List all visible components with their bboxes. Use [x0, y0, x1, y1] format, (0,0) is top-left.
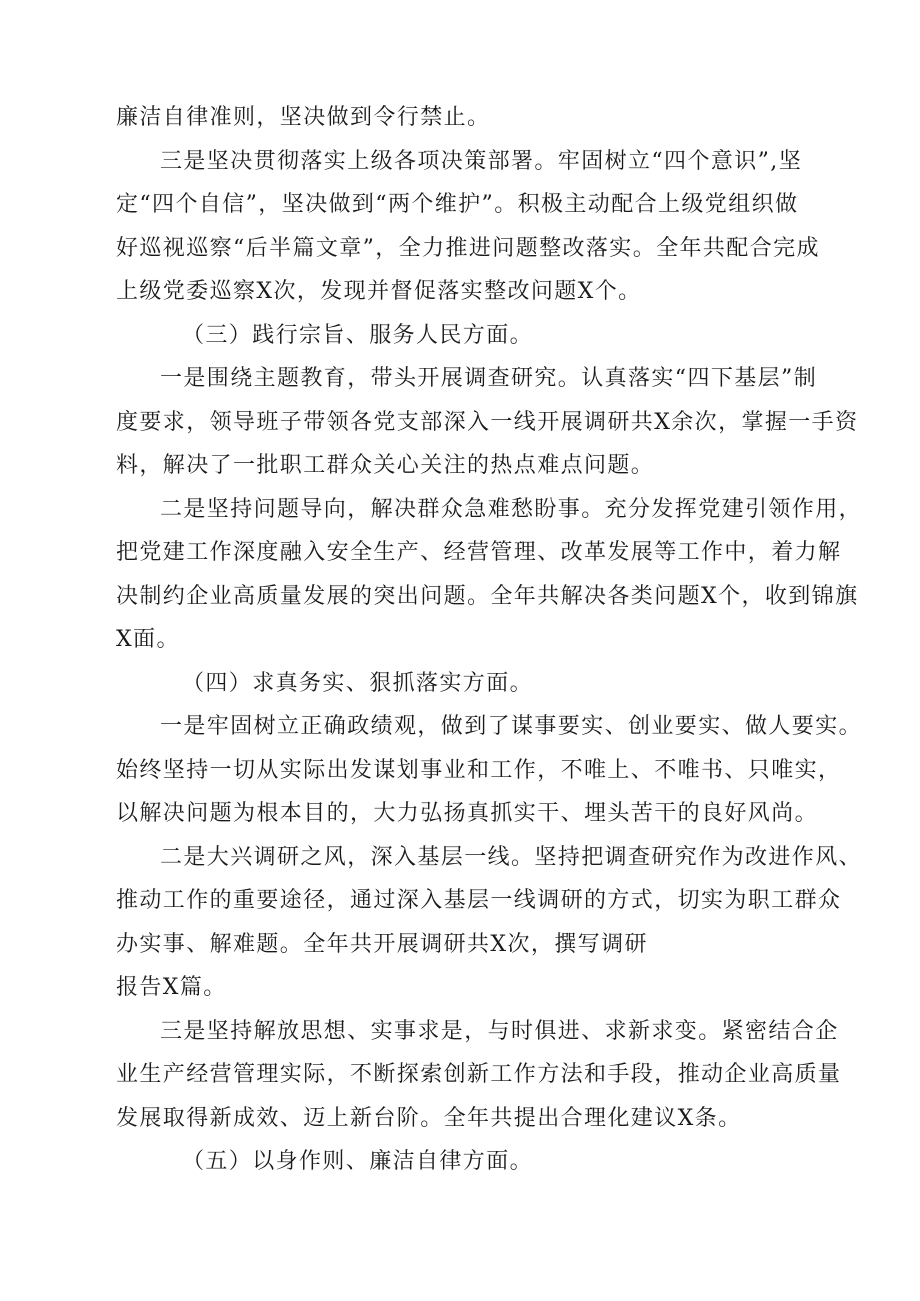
text-line: 二是坚持问题导向，解决群众急难愁盼事。充分发挥党建引领作用， [160, 497, 863, 522]
text-line: 业生产经营管理实际，不断探索创新工作方法和手段，推动企业高质量 [116, 1062, 842, 1087]
text-line: 廉洁自律准则，坚决做到令行禁止。 [116, 105, 491, 130]
text-line: 一是围绕主题教育，带头开展调查研究。认真落实“四下基层”制 [160, 366, 818, 391]
text-line: 三是坚决贯彻落实上级各项决策部署。牢固树立“四个意识”,坚 [160, 149, 803, 174]
text-line: 一是牢固树立正确政绩观，做到了谋事要实、创业要实、做人要实。 [160, 714, 863, 739]
text-line: 办实事、解难题。全年共开展调研共X次，撰写调研 [116, 932, 648, 957]
text-line: X面。 [116, 627, 180, 652]
text-line: 以解决问题为根本目的，大力弘扬真抓实干、埋头苦干的良好风尚。 [116, 801, 819, 826]
text-line: 二是大兴调研之风，深入基层一线。坚持把调查研究作为改进作风、 [160, 845, 863, 870]
text-line: 上级党委巡察X次，发现并督促落实整改问题X个。 [116, 279, 642, 304]
text-line: 决制约企业高质量发展的突出问题。全年共解决各类问题X个，收到锦旗 [116, 584, 859, 609]
section-heading: （四）求真务实、狠抓落实方面。 [182, 671, 534, 696]
text-line: 发展取得新成效、迈上新台阶。全年共提出合理化建议X条。 [116, 1106, 742, 1131]
text-line: 把党建工作深度融入安全生产、经营管理、改革发展等工作中，着力解 [116, 540, 842, 565]
text-line: 三是坚持解放思想、实事求是，与时俱进、求新求变。紧密结合企 [160, 1019, 839, 1044]
text-line: 始终坚持一切从实际出发谋划事业和工作，不唯上、不唯书、只唯实， [116, 758, 842, 783]
text-line: 好巡视巡察“后半篇文章”，全力推进问题整改落实。全年共配合完成 [116, 236, 820, 261]
text-line: 料，解决了一批职工群众关心关注的热点难点问题。 [116, 453, 655, 478]
text-line: 度要求，领导班子带领各党支部深入一线开展调研共X余次，掌握一手资 [116, 410, 859, 435]
text-line: 报告X篇。 [116, 975, 227, 1000]
section-heading: （五）以身作则、廉洁自律方面。 [182, 1149, 534, 1174]
text-line: 推动工作的重要途径，通过深入基层一线调研的方式，切实为职工群众 [116, 888, 842, 913]
section-heading: （三）践行宗旨、服务人民方面。 [182, 323, 534, 348]
text-line: 定“四个自信”，坚决做到“两个维护”。积极主动配合上级党组织做 [116, 192, 799, 217]
